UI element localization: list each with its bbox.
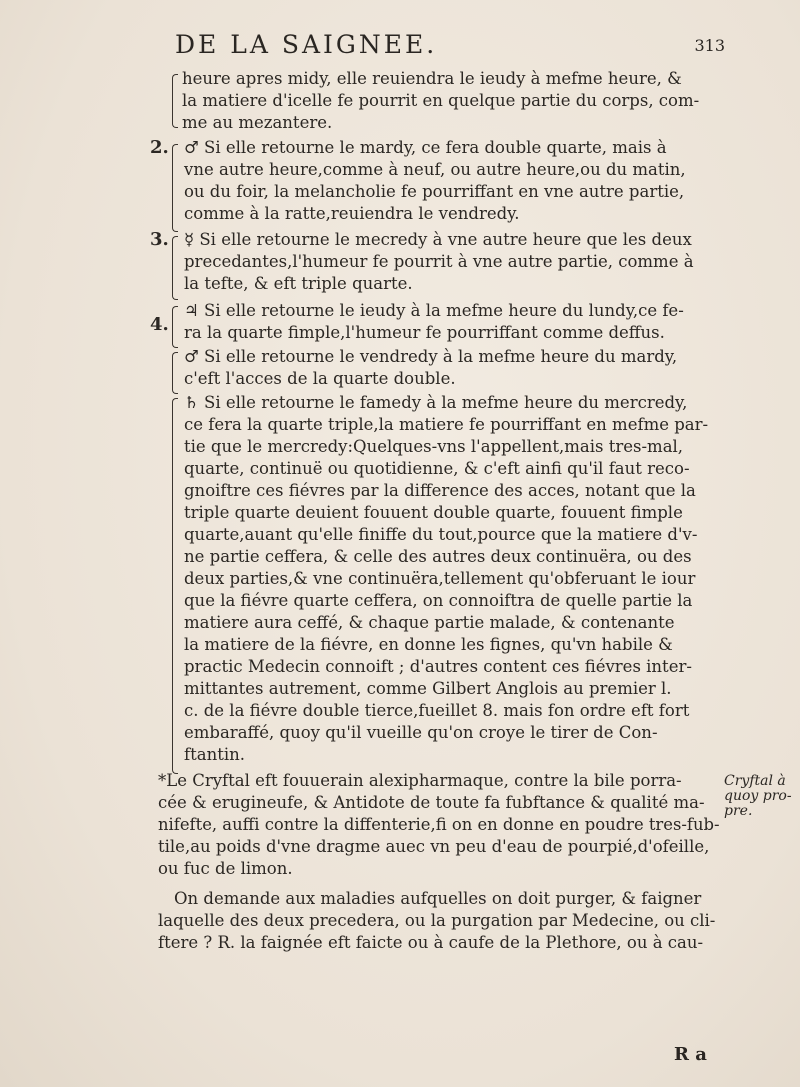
page-header — [165, 30, 725, 66]
text-line: c. de la fiévre double tierce,fueillet 8. mais fon ordre eft fort — [184, 701, 690, 720]
text-line: precedantes,l'humeur fe pourrit à vne autre partie, comme à — [184, 252, 694, 271]
text-line: gnoiftre ces fiévres par la difference des acces, notant que la — [184, 481, 696, 500]
text-line: vne autre heure,comme à neuf, ou autre heure,ou du matin, — [184, 160, 686, 179]
text-line: mittantes autrement, comme Gilbert Anglois au premier l. — [184, 679, 672, 698]
page-number: 313 — [694, 36, 725, 55]
text-line: quarte,auant qu'elle finiffe du tout,pource que la matiere d'v- — [184, 525, 698, 544]
text-line: *Le Cryftal eft fouuerain alexipharmaque, contre la bile porra- — [158, 771, 682, 790]
margin-note-line: pre. — [724, 803, 753, 819]
margin-note-line: quoy pro- — [724, 788, 792, 804]
text-line: triple quarte deuient fouuent double quarte, fouuent fimple — [184, 503, 683, 522]
text-line: c'eft l'acces de la quarte double. — [184, 369, 456, 388]
text-line: On demande aux maladies aufquelles on doit purger, & faigner — [174, 889, 702, 908]
text-line: ftantin. — [184, 745, 245, 764]
text-line: embaraffé, quoy qu'il vueille qu'on croye le tirer de Con- — [184, 723, 658, 742]
text-line: la matiere de la fiévre, en donne les fignes, qu'vn habile & — [184, 635, 673, 654]
item-number: 2. — [150, 137, 169, 158]
text-line: ♂ Si elle retourne le mardy, ce fera double quarte, mais à — [184, 138, 667, 157]
running-title: DE LA SAIGNEE. — [175, 30, 438, 59]
text-line: me au mezantere. — [182, 113, 333, 132]
brace — [172, 398, 178, 774]
text-line: practic Medecin connoift ; d'autres content ces fiévres inter- — [184, 657, 692, 676]
text-line: cée & erugineufe, & Antidote de toute fa fubftance & qualité ma- — [158, 793, 705, 812]
catchword: R a — [674, 1044, 707, 1065]
margin-note — [724, 774, 800, 819]
text-line: ce fera la quarte triple,la matiere fe pourriffant en mefme par- — [184, 415, 709, 434]
text-line: la tefte, & eft triple quarte. — [184, 274, 413, 293]
text-line: tie que le mercredy:Quelques-vns l'appellent,mais tres-mal, — [184, 437, 684, 456]
text-line: quarte, continuë ou quotidienne, & c'eft ainfi qu'il faut reco- — [184, 459, 690, 478]
text-line: comme à la ratte,reuiendra le vendredy. — [184, 204, 520, 223]
text-line: tile,au poids d'vne dragme auec vn peu d'eau de pourpié,d'ofeille, — [158, 837, 710, 856]
brace — [172, 74, 178, 128]
text-line: que la fiévre quarte ceffera, on connoiftra de quelle partie la — [184, 591, 693, 610]
text-line: matiere aura ceffé, & chaque partie malade, & contenante — [184, 613, 675, 632]
brace — [172, 144, 178, 232]
text-line: nifefte, auffi contre la diffenterie,fi on en donne en poudre tres-fub- — [158, 815, 720, 834]
text-line: laquelle des deux precedera, ou la purgation par Medecine, ou cli- — [158, 911, 716, 930]
text-line: ftere ? R. la faignée eft faicte ou à caufe de la Plethore, ou à cau- — [158, 933, 704, 952]
item-number: 3. — [150, 229, 169, 250]
text-line: ou fuc de limon. — [158, 859, 293, 878]
text-line: ♂ Si elle retourne le vendredy à la mefme heure du mardy, — [184, 347, 678, 366]
brace — [172, 236, 178, 300]
text-line: deux parties,& vne continuëra,tellement qu'obferuant le iour — [184, 569, 696, 588]
text-line: ou du foir, la melancholie fe pourriffant en vne autre partie, — [184, 182, 685, 201]
item-number: 4. — [150, 314, 169, 335]
text-line: heure apres midy, elle reuiendra le ieudy à mefme heure, & — [182, 69, 682, 88]
text-line: ☿ Si elle retourne le mecredy à vne autre heure que les deux — [184, 230, 692, 249]
text-line: ♄ Si elle retourne le famedy à la mefme heure du mercredy, — [184, 393, 688, 412]
text-line: ra la quarte fimple,l'humeur fe pourriffant comme deffus. — [184, 323, 665, 342]
text-line: ne partie ceffera, & celle des autres deux continuëra, ou des — [184, 547, 692, 566]
margin-note-line: Cryftal à — [724, 773, 786, 789]
text-line: ♃ Si elle retourne le ieudy à la mefme heure du lundy,ce fe- — [184, 301, 684, 320]
text-line: la matiere d'icelle fe pourrit en quelque partie du corps, com- — [182, 91, 700, 110]
brace — [172, 352, 178, 394]
brace — [172, 306, 178, 348]
